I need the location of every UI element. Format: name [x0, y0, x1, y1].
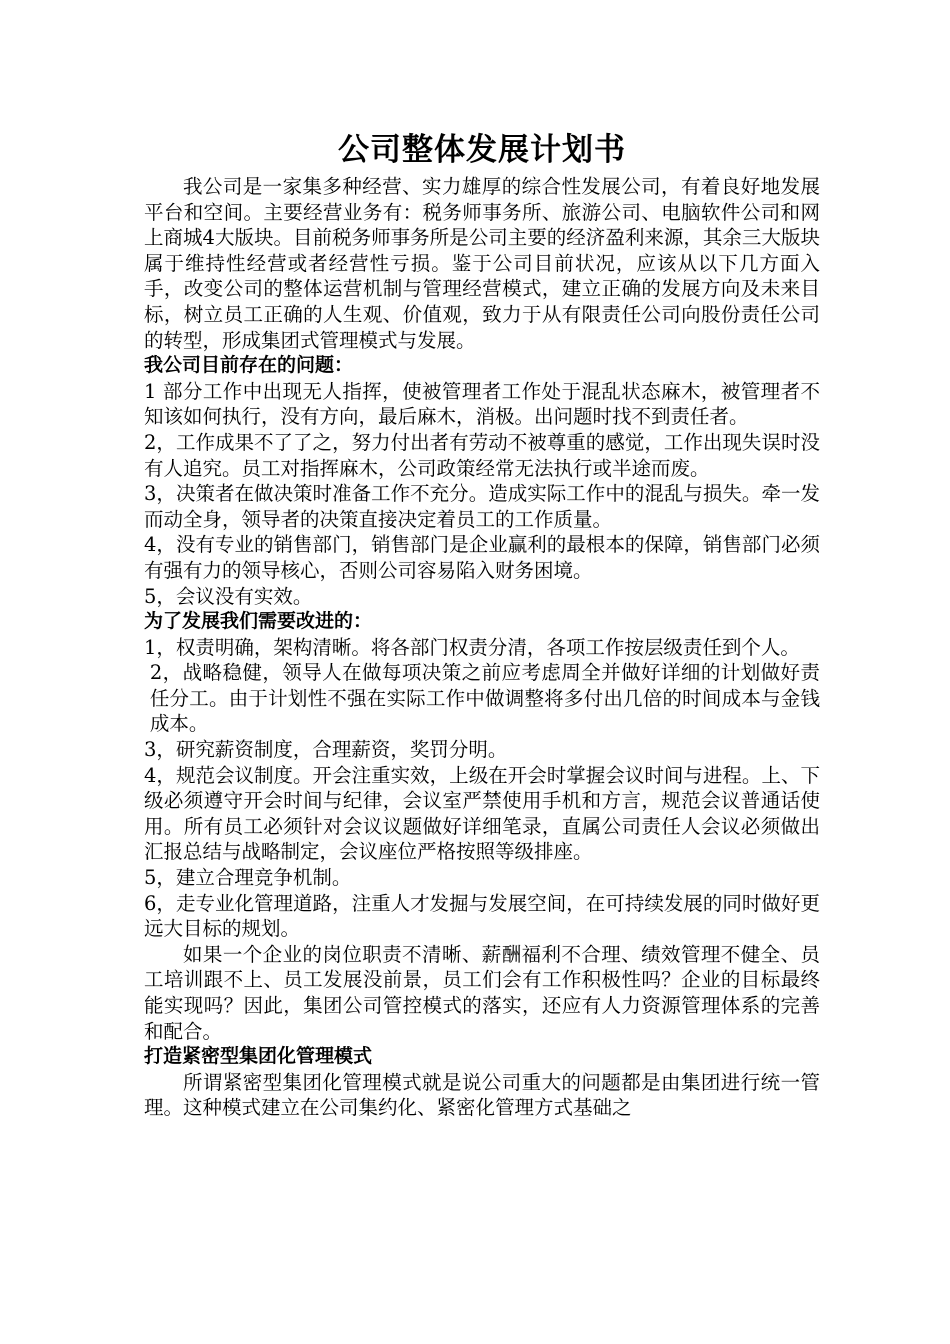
hr-paragraph: 如果一个企业的岗位职责不清晰、薪酬福利不合理、绩效管理不健全、员工培训跟不上、员工发展没前景，员工们会有工作积极性吗？企业的目标最终能实现吗？因此，集团公司管控模式的落实，还应有人力资源管理体系的完善和配合。: [144, 942, 820, 1043]
problem-item-1: 1 部分工作中出现无人指挥，使被管理者工作处于混乱状态麻木，被管理者不知该如何执行，没有方向，最后麻木，消极。出问题时找不到责任者。: [144, 379, 820, 429]
improve-item-3: 3，研究薪资制度，合理薪资，奖罚分明。: [144, 738, 508, 762]
improve-item-4: 4，规范会议制度。开会注重实效，上级在开会时掌握会议时间与进程。上、下级必须遵守开会时间与纪律，会议室严禁使用手机和方言，规范会议普通话使用。所有员工必须针对会议议题做好详细笔录，直属公司责任人会议必须做出汇报总结与战略制定，会议座位严格按照等级排座。: [144, 763, 820, 864]
intro-paragraph: 我公司是一家集多种经营、实力雄厚的综合性发展公司，有着良好地发展平台和空间。主要经营业务有：税务师事务所、旅游公司、电脑软件公司和网上商城4大版块。目前税务师事务所是公司主要的经济盈利来源，其余三大版块属于维持性经营或者经营性亏损。鉴于公司目前状况，应该从以下几方面入手，改变公司的整体运营机制与管理经营模式，建立正确的发展方向及未来目标，树立员工正确的人生观、价值观，致力于从有限责任公司向股份责任公司的转型，形成集团式管理模式与发展。: [144, 175, 820, 352]
model-paragraph: 所谓紧密型集团化管理模式就是说公司重大的问题都是由集团进行统一管理。这种模式建立在公司集约化、紧密化管理方式基础之: [144, 1070, 820, 1120]
document-page: [144, 128, 820, 1121]
improve-item-6: 6，走专业化管理道路，注重人才发掘与发展空间，在可持续发展的同时做好更远大目标的规划。: [144, 891, 820, 941]
problem-item-2: 2，工作成果不了了之，努力付出者有劳动不被尊重的感觉，工作出现失误时没有人追究。员工对指挥麻木，公司政策经常无法执行或半途而废。: [144, 430, 820, 480]
model-heading: 打造紧密型集团化管理模式: [144, 1045, 373, 1068]
problem-item-5: 5，会议没有实效。: [144, 584, 313, 608]
improve-item-1: 1，权责明确，架构清晰。将各部门权责分清，各项工作按层级责任到个人。: [144, 635, 800, 659]
problems-heading: 我公司目前存在的问题：: [144, 354, 354, 377]
improve-item-5: 5，建立合理竞争机制。: [144, 866, 352, 890]
document-title: 公司整体发展计划书: [338, 132, 626, 168]
improve-item-2: 2，战略稳健，领导人在做每项决策之前应考虑周全并做好详细的计划做好责任分工。由于计划性不强在实际工作中做调整将多付出几倍的时间成本与金钱成本。: [149, 661, 820, 736]
problem-item-3: 3，决策者在做决策时准备工作不充分。造成实际工作中的混乱与损失。牵一发而动全身，领导者的决策直接决定着员工的工作质量。: [144, 482, 820, 531]
improve-heading: 为了发展我们需要改进的：: [144, 610, 373, 633]
problem-item-4: 4，没有专业的销售部门，销售部门是企业赢利的最根本的保障，销售部门必须有强有力的领导核心，否则公司容易陷入财务困境。: [144, 533, 820, 582]
